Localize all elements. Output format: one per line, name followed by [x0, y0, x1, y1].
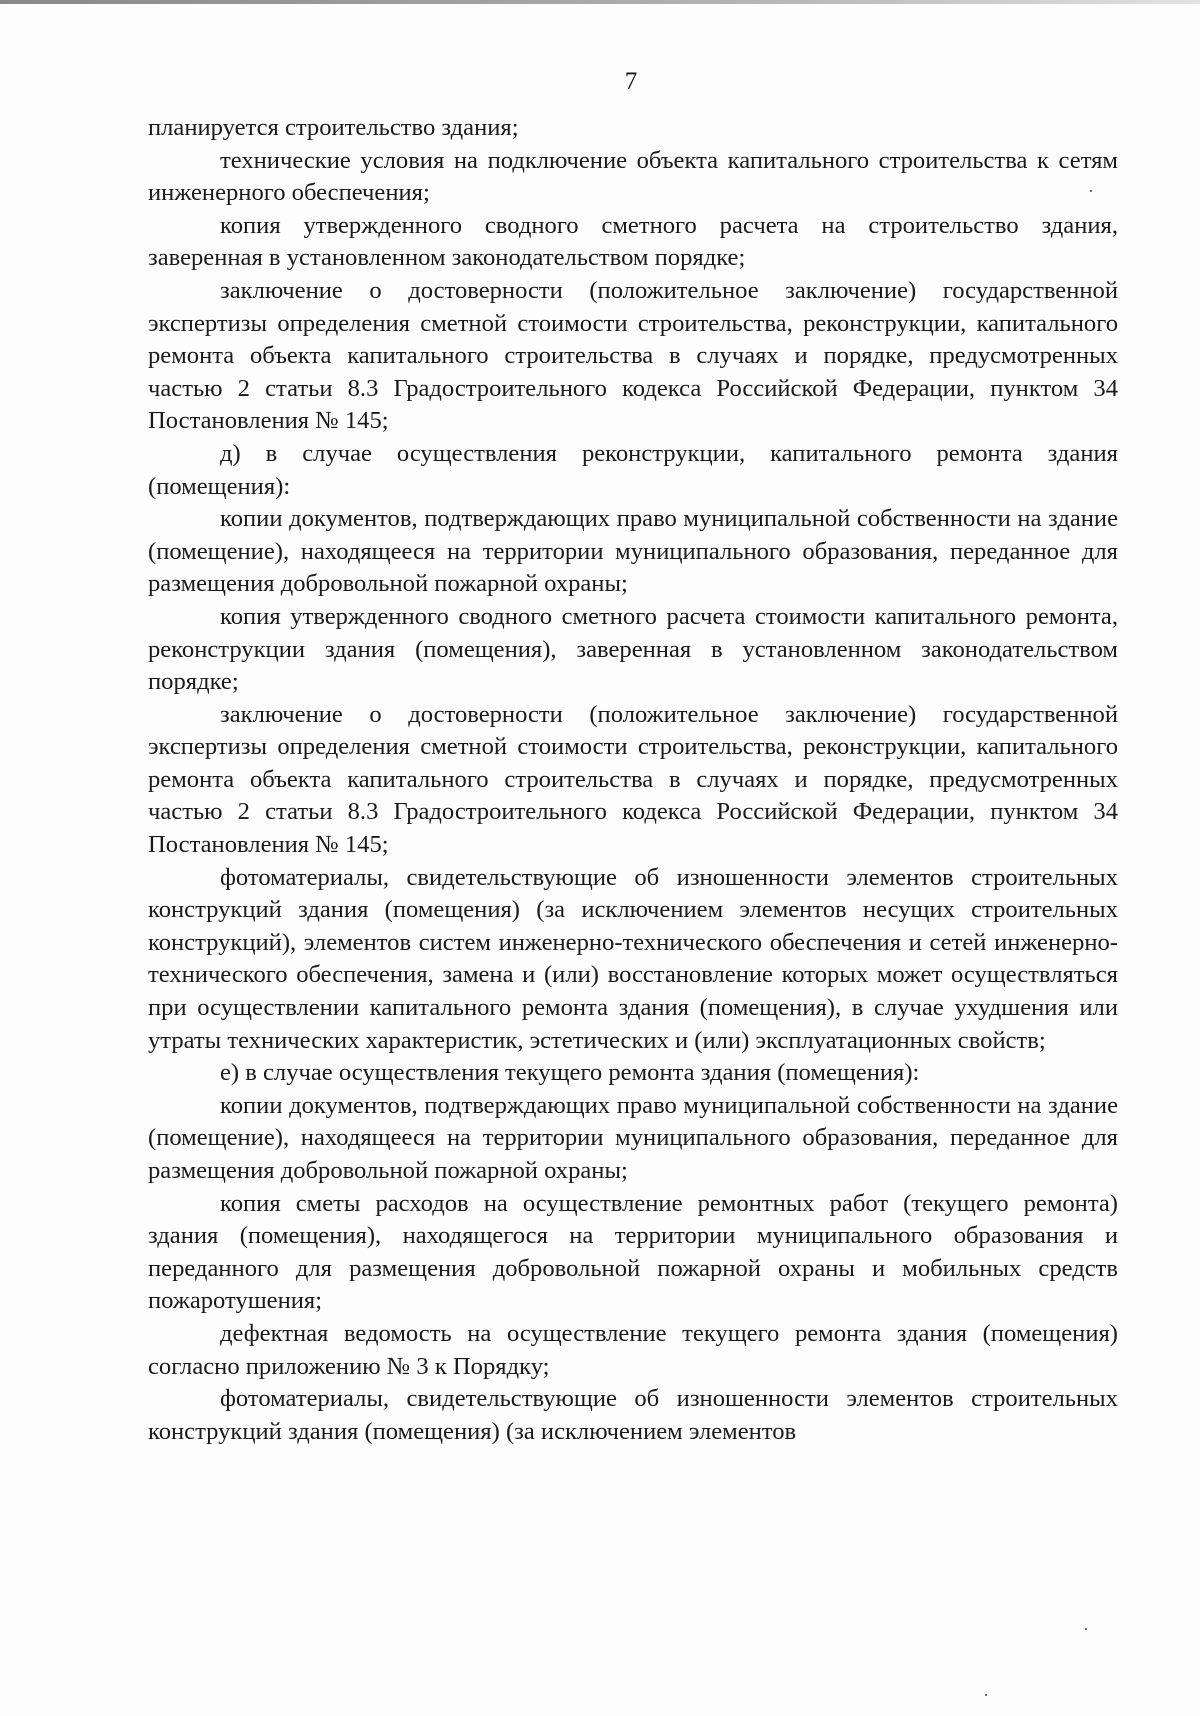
- paragraph: д) в случае осуществления реконструкции, капитального ремонта здания (помещения):: [148, 439, 1118, 500]
- document-body: [148, 112, 1118, 1448]
- paragraph: заключение о достоверности (положительное заключение) государственной экспертизы определения сметной стоимости строительства, реконструкции, капитального ремонта объекта капитального строительства в случаях и порядке, предусмотренных частью 2 статьи 8.3 Градостроительного кодекса Российской Федерации, пунктом 34 Постановления № 145;: [148, 276, 1118, 435]
- page-number: 7: [624, 68, 638, 95]
- paragraph: планируется строительство здания;: [148, 114, 519, 141]
- scan-speck: [1090, 190, 1092, 192]
- paragraph: е) в случае осуществления текущего ремонта здания (помещения):: [220, 1059, 920, 1087]
- scan-speck: [985, 1694, 987, 1696]
- paragraph: копия утвержденного сводного сметного расчета стоимости капитального ремонта, реконструкции здания (помещения), заверенная в установленном законодательством порядке;: [148, 602, 1118, 696]
- paragraph: копия сметы расходов на осуществление ремонтных работ (текущего ремонта) здания (помещения), находящегося на территории муниципального образования и переданного для размещения добровольной пожарной охраны и мобильных средств пожаротушения;: [148, 1189, 1118, 1315]
- paragraph: фотоматериалы, свидетельствующие об изношенности элементов строительных конструкций здания (помещения) (за исключением элементов несущих строительных конструкций), элементов систем инженерно-технического обеспечения и сетей инженерно-технического обеспечения, замена и (или) восстановление которых может осуществляться при осуществлении капитального ремонта здания (помещения), в случае ухудшения или утраты технических характеристик, эстетических и (или) эксплуатационных свойств;: [148, 863, 1118, 1054]
- paragraph: технические условия на подключение объекта капитального строительства к сетям инженерного обеспечения;: [148, 146, 1118, 207]
- paragraph: фотоматериалы, свидетельствующие об изношенности элементов строительных конструкций здания (помещения) (за исключением элементов: [148, 1385, 1118, 1445]
- scan-speck: [1085, 1628, 1087, 1630]
- paragraph: копии документов, подтверждающих право муниципальной собственности на здание (помещение), находящееся на территории муниципального образования, переданное для размещения добровольной пожарной охраны;: [148, 505, 1118, 598]
- scan-top-edge: [0, 0, 1200, 4]
- paragraph: копия утвержденного сводного сметного расчета на строительство здания, заверенная в установленном законодательством порядке;: [148, 211, 1118, 272]
- paragraph: дефектная ведомость на осуществление текущего ремонта здания (помещения) согласно приложению № 3 к Порядку;: [148, 1319, 1118, 1380]
- paragraph: копии документов, подтверждающих право муниципальной собственности на здание (помещение), находящееся на территории муниципального образования, переданное для размещения добровольной пожарной охраны;: [148, 1091, 1118, 1184]
- paragraph: заключение о достоверности (положительное заключение) государственной экспертизы определения сметной стоимости строительства, реконструкции, капитального ремонта объекта капитального строительства в случаях и порядке, предусмотренных частью 2 статьи 8.3 Градостроительного кодекса Российской Федерации, пунктом 34 Постановления № 145;: [148, 700, 1118, 859]
